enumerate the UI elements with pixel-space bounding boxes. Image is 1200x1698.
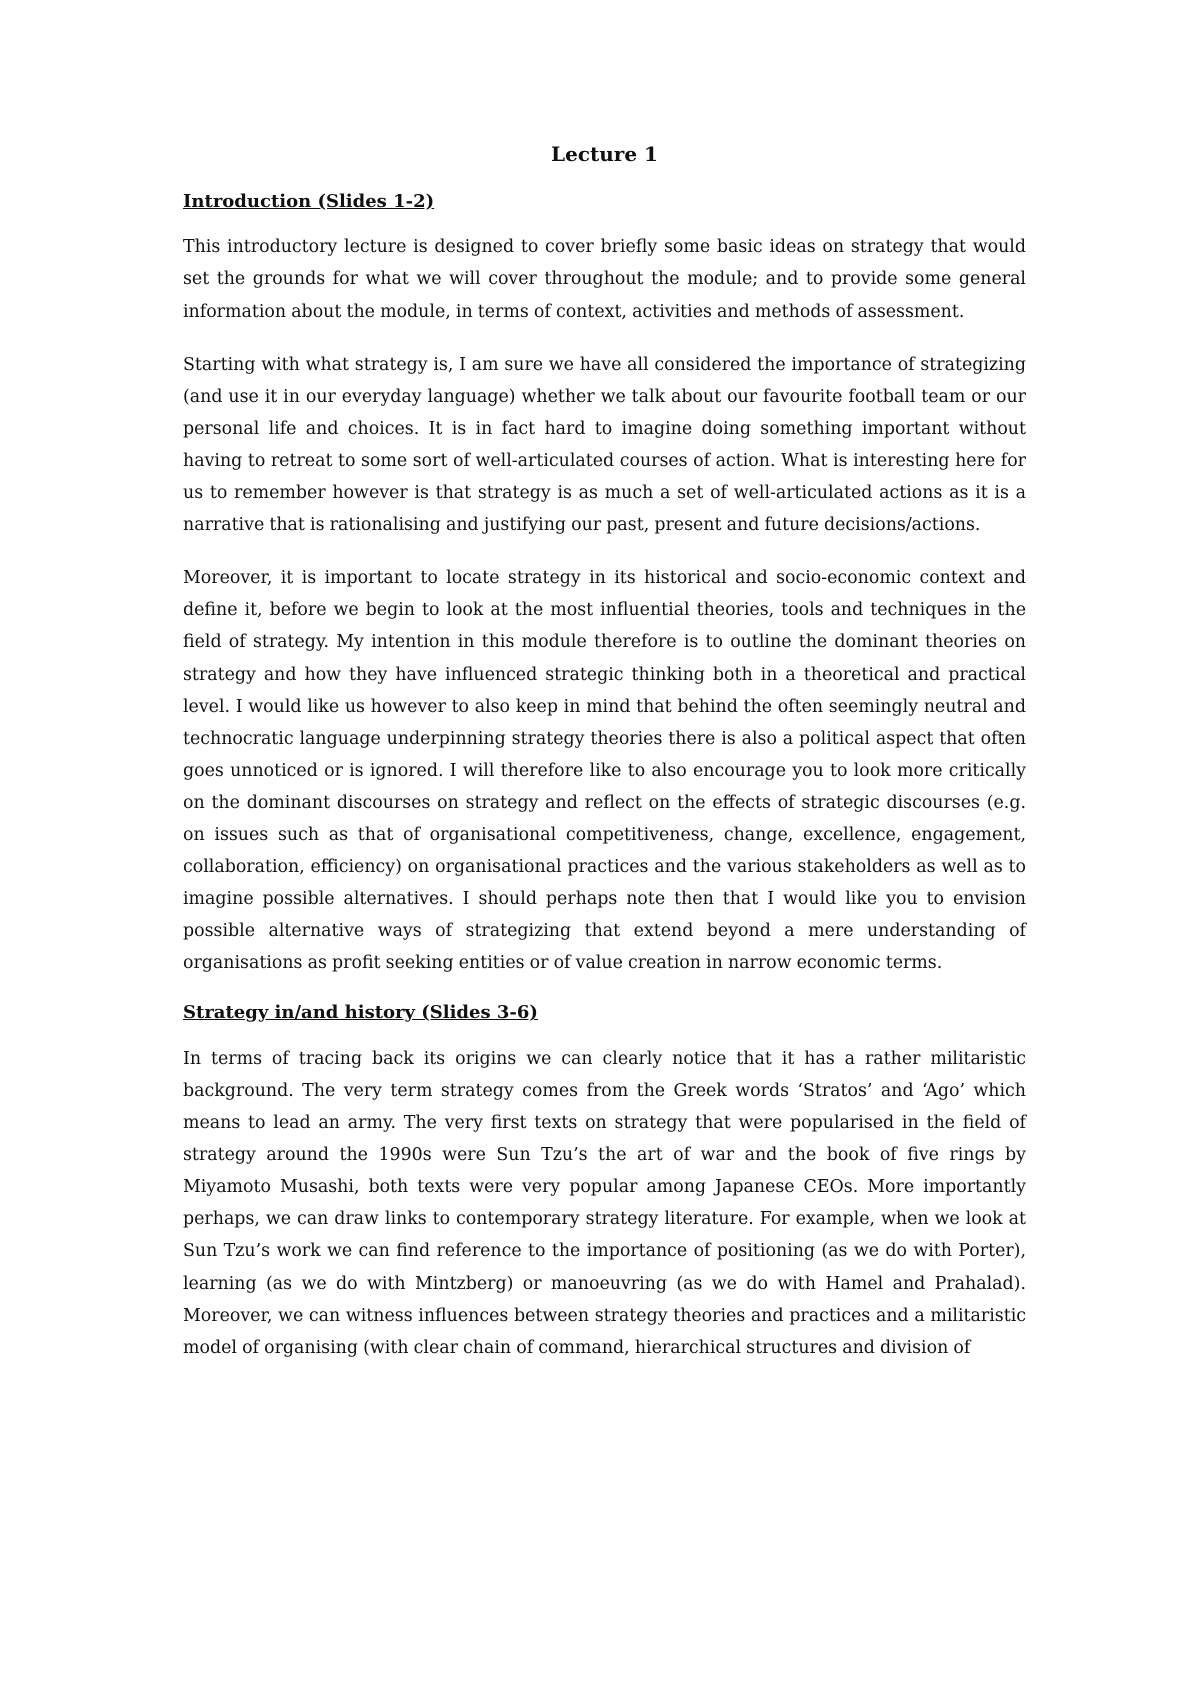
paragraph-introduction-1: This introductory lecture is designed to cover briefly some basic ideas on strategy that would set the grounds for what we will cover throughout the module; and to provide some general information about the module, in terms of context, activities and methods of assessment. [183,237,1026,322]
paragraph-strategy-history-1: In terms of tracing back its origins we can clearly notice that it has a rather militaristic background. The very term strategy comes from the Greek words ‘Stratos’ and ‘Ago’ which means to lead an army. The very first texts on strategy that were popularised in the field of strategy around the 1990s were Sun Tzu’s the art of war and the book of five rings by Miyamoto Musashi, both texts were very popular among Japanese CEOs. More importantly perhaps, we can draw links to contemporary strategy literature. For example, when we look at Sun Tzu’s work we can find reference to the importance of positioning (as we do with Porter), learning (as we do with Mintzberg) or manoeuvring (as we do with Hamel and Prahalad). Moreover, we can witness influences between strategy theories and practices and a militaristic model of organising (with clear chain of command, hierarchical structures and division of [183,1048,1026,1358]
paragraph-introduction-3: Moreover, it is important to locate strategy in its historical and socio-economic context and define it, before we begin to look at the most influential theories, tools and techniques in the field of strategy. My intention in this module therefore is to outline the dominant theories on strategy and how they have influenced strategic thinking both in a theoretical and practical level. I would like us however to also keep in mind that behind the often seemingly neutral and technocratic language underpinning strategy theories there is also a political aspect that often goes unnoticed or is ignored. I will therefore like to also encourage you to look more critically on the dominant discourses on strategy and reflect on the effects of strategic discourses (e.g. on issues such as that of organisational competitiveness, change, excellence, engagement, collaboration, efficiency) on organisational practices and the various stakeholders as well as to imagine possible alternatives. I should perhaps note then that I would like you to envision possible alternative ways of strategizing that extend beyond a mere understanding of organisations as profit seeking entities or of value creation in narrow economic terms. [183,568,1026,974]
document-title: Lecture 1 [551,142,658,166]
paragraph-introduction-2: Starting with what strategy is, I am sure we have all considered the importance of strategizing (and use it in our everyday language) whether we talk about our favourite football team or our personal life and choices. It is in fact hard to imagine doing something important without having to retreat to some sort of well-articulated courses of action. What is interesting here for us to remember however is that strategy is as much a set of well-articulated actions as it is a narrative that is rationalising and justifying our past, present and future decisions/actions. [183,354,1026,536]
section-heading-strategy-history: Strategy in/and history (Slides 3-6) [183,1002,538,1024]
section-heading-introduction: Introduction (Slides 1-2) [183,191,435,212]
document-body [183,142,1026,1364]
